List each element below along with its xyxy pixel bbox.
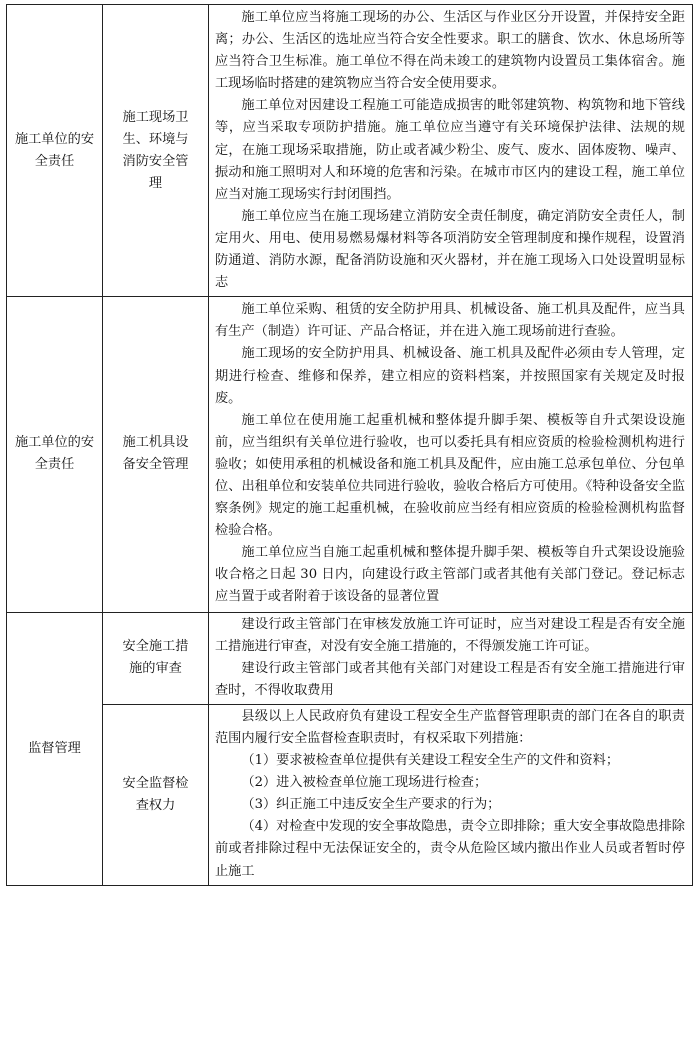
content-cell xyxy=(209,5,693,297)
content-paragraph: 建设行政主管部门或者其他有关部门对建设工程是否有安全施工措施进行审查时，不得收取费用 xyxy=(215,660,685,698)
category-cell xyxy=(7,5,103,297)
safety-responsibility-table xyxy=(6,4,693,886)
content-paragraph: 建设行政主管部门在审核发放施工许可证时，应当对建设工程是否有安全施工措施进行审查，对没有安全施工措施的，不得颁发施工许可证。 xyxy=(215,616,685,654)
list-item: （4）对检查中发现的安全事故隐患，责令立即排除；重大安全事故隐患排除前或者排除过程中无法保证安全的，责令从危险区域内撤出作业人员或者暂时停止施工 xyxy=(215,819,685,879)
content-paragraph: 施工单位应当在施工现场建立消防安全责任制度，确定消防安全责任人，制定用火、用电、使用易燃易爆材料等各项消防安全管理制度和操作规程，设置消防通道、消防水源，配备消防设施和灭火器材，并在施工现场入口处设置明显标志 xyxy=(215,208,685,291)
category-label: 施工单位的安全责任 xyxy=(14,131,95,169)
table-row xyxy=(7,297,693,612)
content-paragraph: 施工单位对因建设工程施工可能造成损害的毗邻建筑物、构筑物和地下管线等，应当采取专项防护措施。施工单位应当遵守有关环境保护法律、法规的规定，在施工现场采取措施，防止或者减少粉尘、废气、废水、固体废物、噪声、振动和施工照明对人和环境的危害和污染。在城市市区内的建设工程，施工单位应当对施工现场实行封闭围挡。 xyxy=(215,98,685,202)
subcategory-cell xyxy=(103,612,209,704)
subcategory-label: 施工现场卫生、环境与消防安全管理 xyxy=(122,109,189,191)
content-cell xyxy=(209,704,693,885)
content-paragraph: 县级以上人民政府负有建设工程安全生产监督管理职责的部门在各自的职责范围内履行安全监督检查职责时，有权采取下列措施： xyxy=(215,708,685,746)
subcategory-label: 安全施工措施的审查 xyxy=(122,639,189,677)
table-row xyxy=(7,5,693,297)
category-label: 监督管理 xyxy=(28,740,81,756)
table-row xyxy=(7,704,693,885)
subcategory-cell xyxy=(103,297,209,612)
content-paragraph: 施工现场的安全防护用具、机械设备、施工机具及配件必须由专人管理，定期进行检查、维修和保养，建立相应的资料档案，并按照国家有关规定及时报废。 xyxy=(215,346,685,406)
category-cell xyxy=(7,297,103,612)
subcategory-cell xyxy=(103,704,209,885)
list-item: （2）进入被检查单位施工现场进行检查； xyxy=(241,775,488,791)
document-page xyxy=(6,4,692,886)
content-paragraph: 施工单位在使用施工起重机械和整体提升脚手架、模板等自升式架设设施前，应当组织有关单位进行验收，也可以委托具有相应资质的检验检测机构进行验收；如使用承租的机械设备和施工机具及配件，应由施工总承包单位、分包单位、出租单位和安装单位共同进行验收，验收合格后方可使用。《特种设备安全监察条例》规定的施工起重机械，在验收前应当经有相应资质的检验检测机构监督检验合格。 xyxy=(215,412,685,539)
subcategory-cell xyxy=(103,5,209,297)
subcategory-label: 施工机具设备安全管理 xyxy=(122,435,189,473)
subcategory-label: 安全监督检查权力 xyxy=(122,775,189,813)
content-cell xyxy=(209,612,693,704)
content-paragraph: 施工单位采购、租赁的安全防护用具、机械设备、施工机具及配件，应当具有生产（制造）许可证、产品合格证，并在进入施工现场前进行查验。 xyxy=(215,302,685,340)
content-cell xyxy=(209,297,693,612)
list-item: （3）纠正施工中违反安全生产要求的行为； xyxy=(241,797,501,813)
category-cell xyxy=(7,612,103,885)
list-item: （1）要求被检查单位提供有关建设工程安全生产的文件和资料； xyxy=(241,753,620,769)
table-row xyxy=(7,612,693,704)
content-paragraph: 施工单位应当自施工起重机械和整体提升脚手架、模板等自升式架设设施验收合格之日起 30 日内，向建设行政主管部门或者其他有关部门登记。登记标志应当置于或者附着于该设备的显著位置 xyxy=(215,545,685,605)
category-label: 施工单位的安全责任 xyxy=(14,435,95,473)
content-paragraph: 施工单位应当将施工现场的办公、生活区与作业区分开设置，并保持安全距离；办公、生活区的选址应当符合安全性要求。职工的膳食、饮水、休息场所等应当符合卫生标准。施工单位不得在尚未竣工的建筑物内设置员工集体宿舍。施工现场临时搭建的建筑物应当符合安全使用要求。 xyxy=(215,10,685,92)
